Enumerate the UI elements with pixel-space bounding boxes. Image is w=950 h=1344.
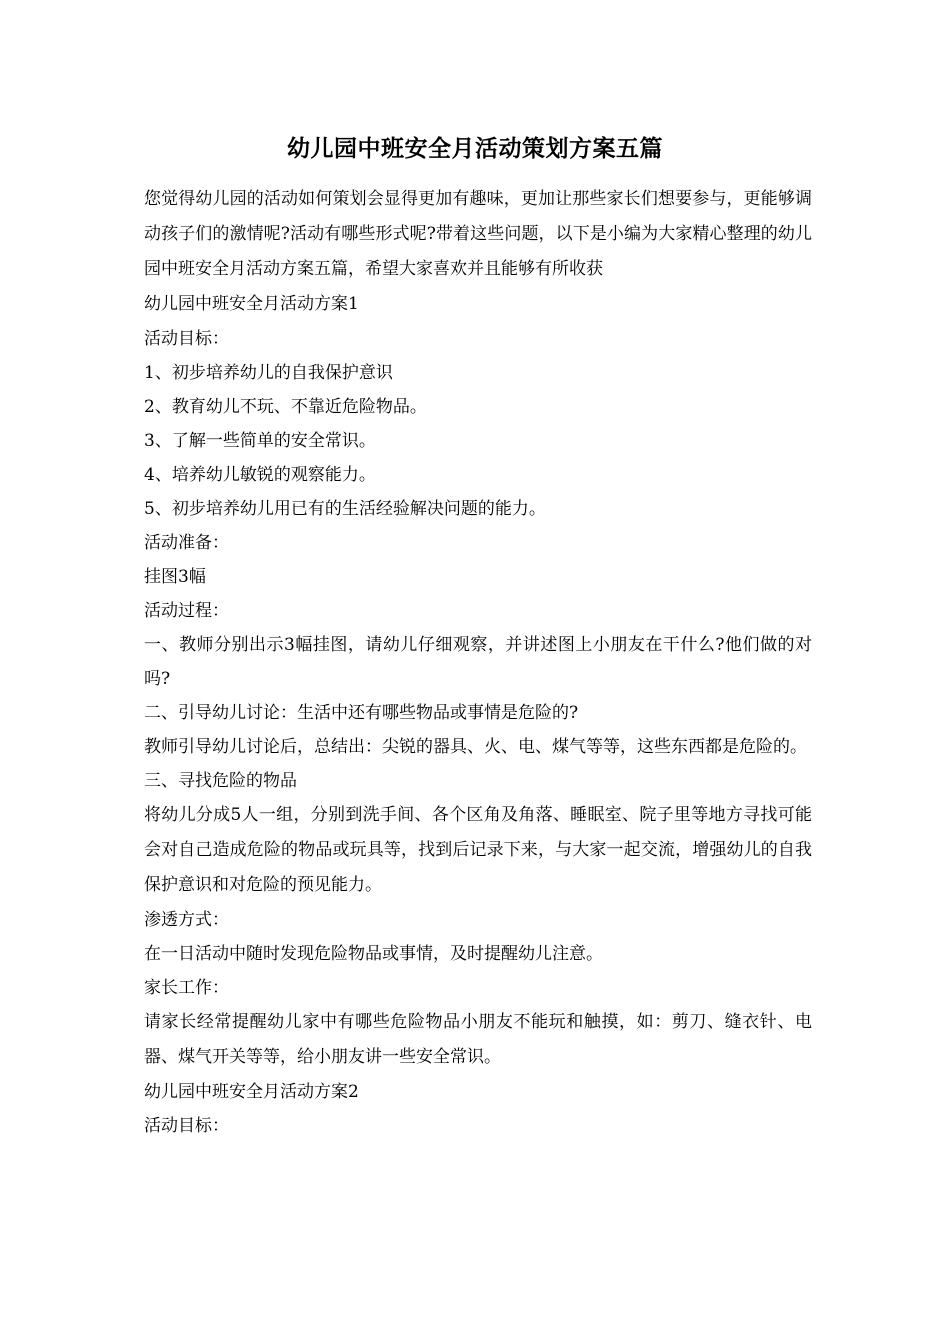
- parent-work-heading: 家长工作：: [144, 977, 229, 998]
- preparation-item: 挂图3幅: [144, 566, 206, 587]
- goal-item-3: 3、了解一些简单的安全常识。: [144, 430, 376, 451]
- parent-work-detail: 请家长经常提醒幼儿家中有哪些危险物品小朋友不能玩和触摸，如：剪刀、缝衣针、电器、煤气开关等等，给小朋友讲一些安全常识。: [144, 1011, 812, 1067]
- process-step-3-detail: 将幼儿分成5人一组，分别到洗手间、各个区角及角落、睡眠室、院子里等地方寻找可能会对自己造成危险的物品或玩具等，找到后记录下来，与大家一起交流，增强幼儿的自我保护意识和对危险的预见能力。: [144, 804, 812, 895]
- document-body: [144, 182, 812, 1143]
- goal-item-2: 2、教育幼儿不玩、不靠近危险物品。: [144, 396, 427, 417]
- activity-goals-heading: 活动目标：: [144, 328, 229, 349]
- activity-preparation-heading: 活动准备：: [144, 532, 229, 553]
- process-step-1: 一、教师分别出示3幅挂图，请幼儿仔细观察，并讲述图上小朋友在干什么?他们做的对吗?: [144, 634, 812, 689]
- section-heading-plan-2: 幼儿园中班安全月活动方案2: [144, 1081, 359, 1102]
- goal-item-1: 1、初步培养幼儿的自我保护意识: [144, 362, 393, 383]
- goal-item-5: 5、初步培养幼儿用已有的生活经验解决问题的能力。: [144, 498, 546, 519]
- process-step-2-summary: 教师引导幼儿讨论后，总结出：尖锐的器具、火、电、煤气等等，这些东西都是危险的。: [144, 736, 807, 757]
- infiltration-method-heading: 渗透方式：: [144, 909, 229, 930]
- goal-item-4: 4、培养幼儿敏锐的观察能力。: [144, 464, 376, 485]
- infiltration-method-detail: 在一日活动中随时发现危险物品或事情，及时提醒幼儿注意。: [144, 943, 603, 964]
- section-heading-plan-1: 幼儿园中班安全月活动方案1: [144, 294, 359, 314]
- activity-goals-heading-2: 活动目标：: [144, 1115, 229, 1136]
- intro-paragraph: 您觉得幼儿园的活动如何策划会显得更加有趣味，更加让那些家长们想要参与，更能够调动孩子们的激情呢?活动有哪些形式呢?带着这些问题，以下是小编为大家精心整理的幼儿园中班安全月活动方案五篇，希望大家喜欢并且能够有所收获: [144, 189, 812, 279]
- process-step-3: 三、寻找危险的物品: [144, 770, 297, 791]
- process-step-2: 二、引导幼儿讨论：生活中还有哪些物品或事情是危险的?: [144, 702, 579, 723]
- activity-process-heading: 活动过程：: [144, 600, 229, 621]
- document-title: 幼儿园中班安全月活动策划方案五篇: [287, 135, 663, 162]
